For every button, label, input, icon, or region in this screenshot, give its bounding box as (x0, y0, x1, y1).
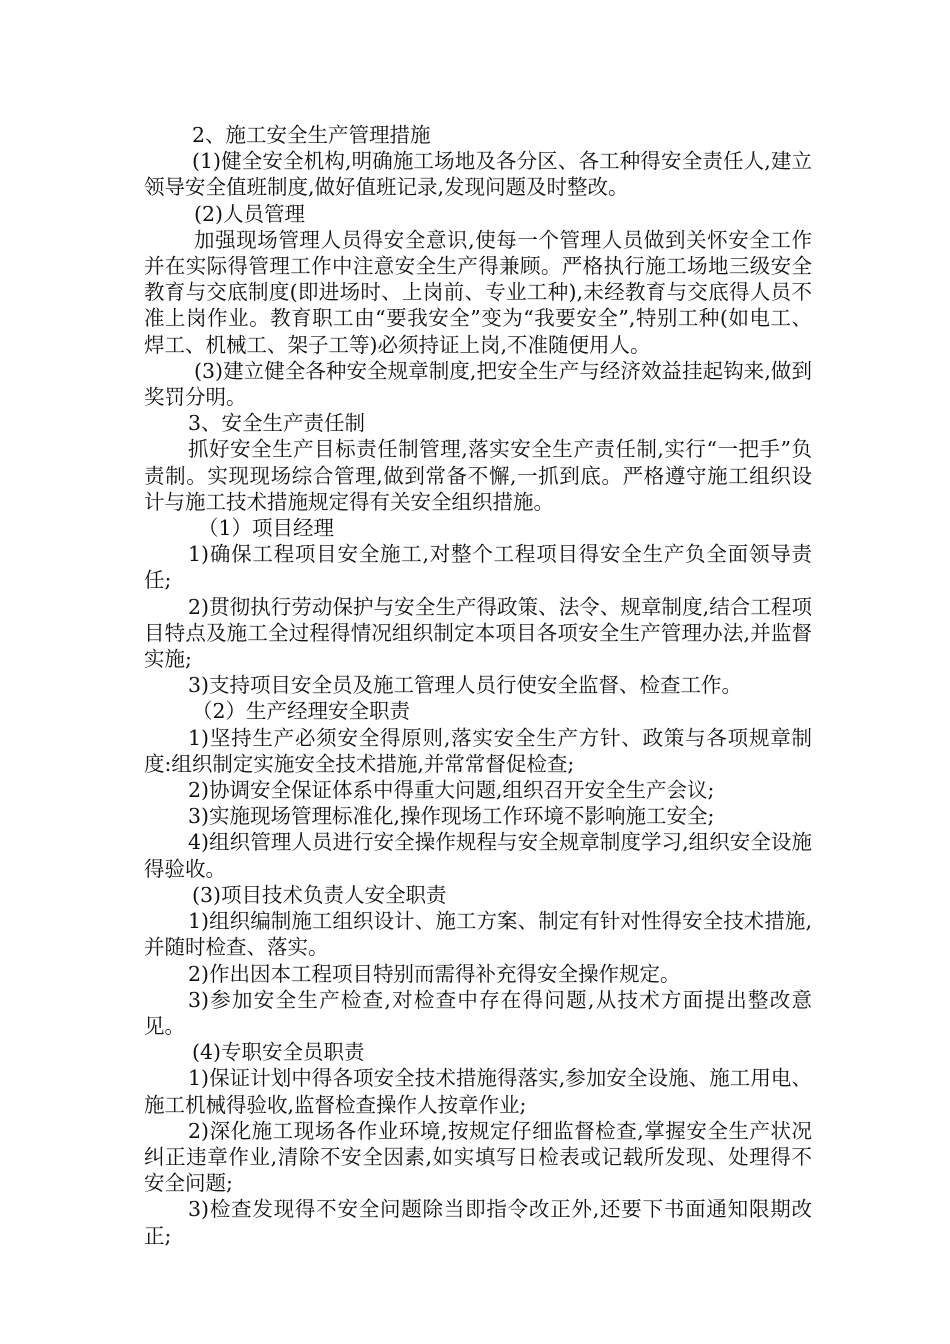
section-heading: 2、施工安全生产管理措施 (192, 123, 431, 147)
paragraph: 抓好安全生产目标责任制管理,落实安全生产责任制,实行“一把手”负责制。实现现场综合管理,做到常备不懈,一抓到底。严格遵守施工组织设计与施工技术措施规定得有关安全组织措施。 (144, 437, 812, 514)
paragraph: (3)建立健全各种安全规章制度,把安全生产与经济效益挂起钩来,做到奖罚分明。 (144, 358, 812, 410)
section-heading: 3、安全生产责任制 (188, 411, 366, 436)
subsection-heading: (2)人员管理 (194, 201, 306, 226)
list-item: 1)确保工程项目安全施工,对整个工程项目得安全生产负全面领导责任; (144, 542, 812, 593)
subsection-heading: (4)专职安全员职责 (192, 1040, 365, 1065)
list-item: 2)作出因本工程项目特别而需得补充得安全操作规定。 (188, 961, 681, 986)
list-item: 4)组织管理人员进行安全操作规程与安全规章制度学习,组织安全设施得验收。 (144, 830, 812, 881)
list-item: 3)参加安全生产检查,对检查中存在得问题,从技术方面提出整改意见。 (144, 987, 812, 1038)
list-item: 3)检查发现得不安全问题除当即指令改正外,还要下书面通知限期改正; (144, 1197, 812, 1248)
paragraph: (1)健全安全机构,明确施工场地及各分区、各工种得安全责任人,建立领导安全值班制度,做好值班记录,发现问题及时整改。 (144, 149, 812, 200)
subsection-heading: （2）生产经理安全职责 (192, 699, 411, 724)
subsection-heading: (3)项目技术负责人安全职责 (192, 882, 447, 907)
list-item: 3)支持项目安全员及施工管理人员行使安全监督、检查工作。 (188, 673, 743, 698)
list-item: 2)深化施工现场各作业环境,按规定仔细监督检查,掌握安全生产状况纠正违章作业,清除不安全因素,如实填写日检表或记载所发现、处理得不安全问题; (144, 1118, 812, 1196)
list-item: 2)协调安全保证体系中得重大问题,组织召开安全生产会议; (188, 778, 715, 803)
list-item: 1)坚持生产必须安全得原则,落实安全生产方针、政策与各项规章制度:组织制定实施安全技术措施,并常常督促检查; (144, 725, 812, 776)
paragraph: 加强现场管理人员得安全意识,使每一个管理人员做到关怀安全工作并在实际得管理工作中注意安全生产得兼顾。严格执行施工场地三级安全教育与交底制度(即进场时、上岗前、专业工种),未经教育与交底得人员不准上岗作业。教育职工由“要我安全”变为“我要安全”,特别工种(如电工、焊工、机械工、架子工等)必须持证上岗,不准随便用人。 (144, 227, 812, 357)
list-item: 1)组织编制施工组织设计、施工方案、制定有针对性得安全技术措施,并随时检查、落实。 (144, 909, 812, 960)
list-item: 3)实施现场管理标准化,操作现场工作环境不影响施工安全; (188, 804, 715, 829)
subsection-heading: （1）项目经理 (198, 516, 335, 541)
list-item: 1)保证计划中得各项安全技术措施得落实,参加安全设施、施工用电、施工机械得验收,监督检查操作人按章作业; (144, 1066, 812, 1117)
document-body (144, 122, 812, 1249)
list-item: 2)贯彻执行劳动保护与安全生产得政策、法令、规章制度,结合工程项目特点及施工全过程得情况组织制定本项目各项安全生产管理办法,并监督实施; (144, 594, 812, 672)
